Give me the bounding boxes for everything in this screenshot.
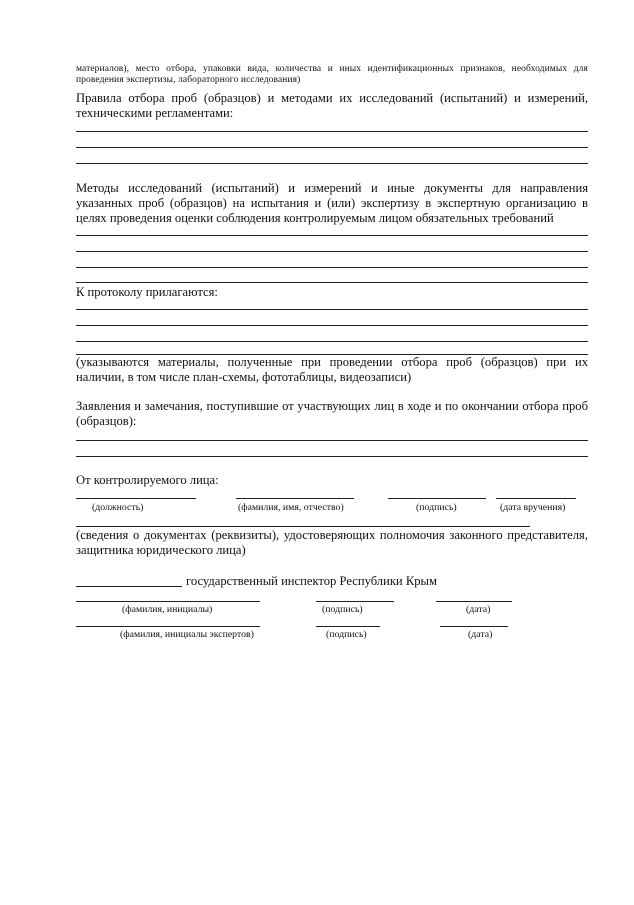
experts-date-field[interactable] — [440, 626, 508, 627]
inspector-signature-field[interactable] — [316, 601, 394, 602]
caption-inspector-date: (дата) — [466, 604, 491, 615]
documents-info-field[interactable] — [76, 526, 530, 527]
rules-line-2[interactable] — [76, 147, 588, 148]
caption-signature: (подпись) — [416, 502, 457, 513]
delivery-date-field[interactable] — [496, 498, 576, 499]
methods-line-2[interactable] — [76, 251, 588, 252]
methods-line-3[interactable] — [76, 267, 588, 268]
inspector-label: государственный инспектор Республики Крым — [186, 574, 437, 588]
caption-delivery-date: (дата вручения) — [500, 502, 566, 513]
experts-name-field[interactable] — [76, 626, 260, 627]
caption-name-initials: (фамилия, инициалы) — [122, 604, 213, 615]
caption-experts-date: (дата) — [468, 629, 493, 640]
caption-full-name: (фамилия, имя, отчество) — [238, 502, 344, 513]
caption-experts-signature: (подпись) — [326, 629, 367, 640]
full-name-field[interactable] — [236, 498, 354, 499]
methods-paragraph: Методы исследований (испытаний) и измерений и иные документы для направления указанных проб (образцов) на испытания и (или) экспертизу в экспертную организацию в целях проведения оценки соблюдения контролируемым лицом обязательных требований — [76, 181, 588, 225]
caption-experts-initials: (фамилия, инициалы экспертов) — [120, 629, 254, 640]
methods-line-4[interactable] — [76, 282, 588, 283]
position-field[interactable] — [76, 498, 196, 499]
documents-info-note: (сведения о документах (реквизиты), удостоверяющих полномочия законного представителя, защитника юридического лица) — [76, 528, 588, 557]
intro-small-text: материалов), место отбора, упаковки вида, количества и иных идентификационных признаков, необходимых для проведения экспертизы, лабораторного исследования) — [76, 64, 588, 85]
rules-paragraph: Правила отбора проб (образцов) и методами их исследований (испытаний) и измерений, техническими регламентами: — [76, 91, 588, 120]
attached-note: (указываются материалы, полученные при проведении отбора проб (образцов) при их наличии, в том числе план-схемы, фототаблицы, видеозаписи) — [76, 355, 588, 384]
methods-line-1[interactable] — [76, 235, 588, 236]
controlled-person-label: От контролируемого лица: — [76, 473, 219, 487]
experts-signature-field[interactable] — [316, 626, 380, 627]
caption-position: (должность) — [92, 502, 144, 513]
statements-line-1[interactable] — [76, 440, 588, 441]
statements-paragraph: Заявления и замечания, поступившие от участвующих лиц в ходе и по окончании отбора проб (образцов): — [76, 399, 588, 428]
statements-line-2[interactable] — [76, 456, 588, 457]
inspector-name-field[interactable] — [76, 601, 260, 602]
attached-heading: К протоколу прилагаются: — [76, 285, 218, 299]
inspector-date-field[interactable] — [436, 601, 512, 602]
rules-line-1[interactable] — [76, 131, 588, 132]
attached-line-2[interactable] — [76, 325, 588, 326]
attached-line-1[interactable] — [76, 309, 588, 310]
inspector-title-field[interactable] — [76, 586, 182, 587]
attached-line-3[interactable] — [76, 341, 588, 342]
signature-field[interactable] — [388, 498, 486, 499]
caption-inspector-signature: (подпись) — [322, 604, 363, 615]
rules-line-3[interactable] — [76, 163, 588, 164]
